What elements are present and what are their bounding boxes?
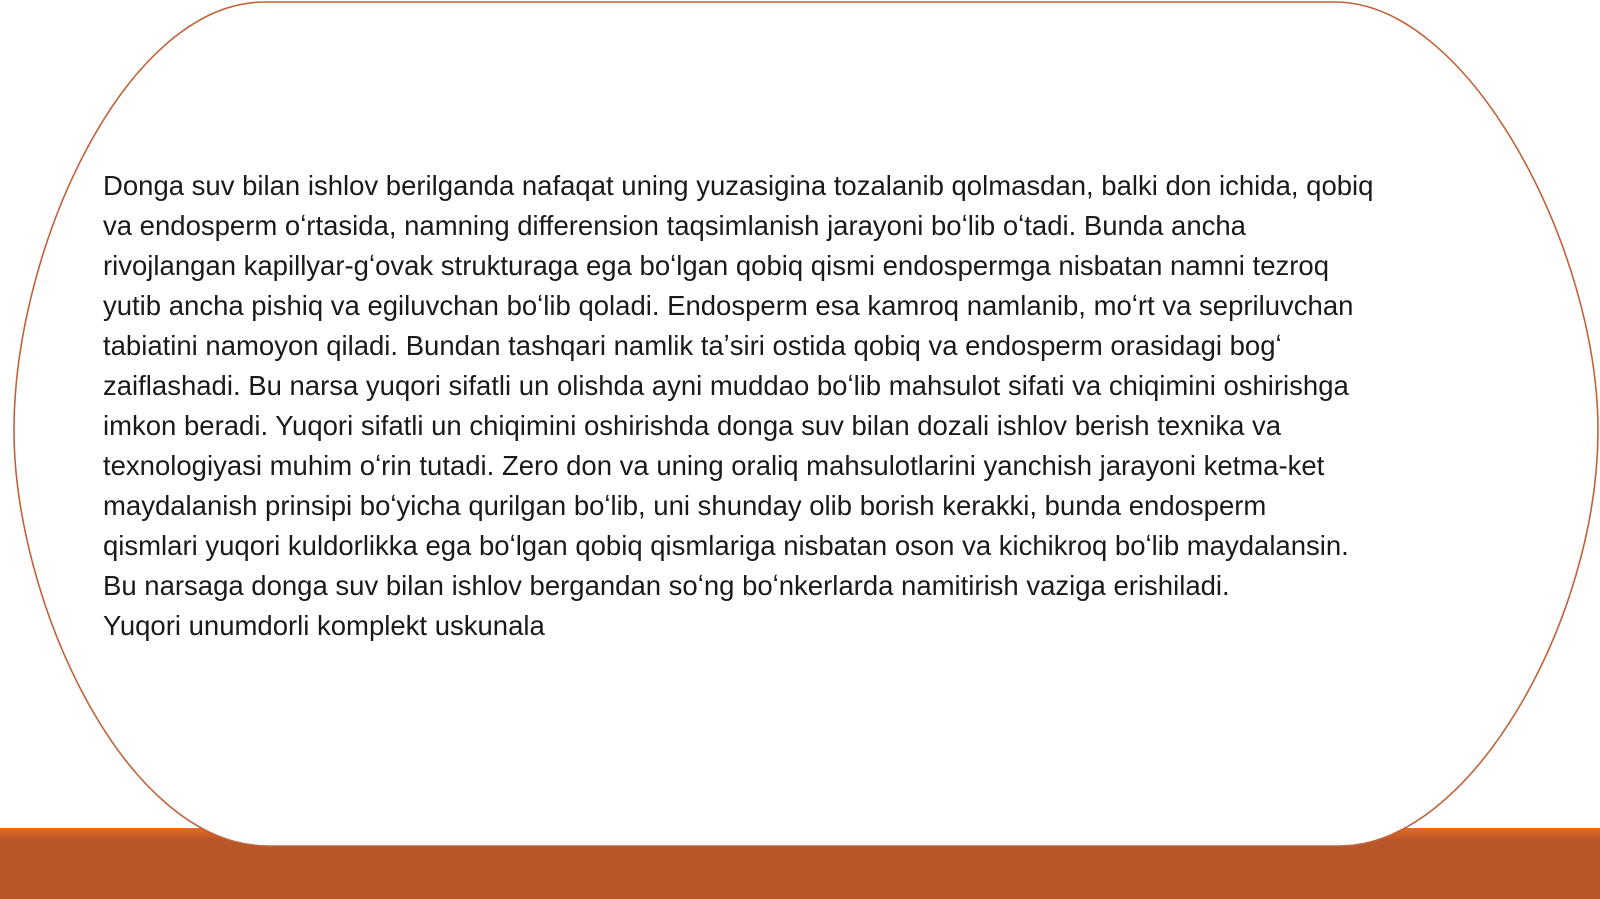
- text-line: texnologiyasi muhim oʻrin tutadi. Zero don va uning oraliq mahsulotlarini yanchish jarayoni ketma-ket: [103, 450, 1325, 481]
- text-line: maydalanish prinsipi boʻyicha qurilgan boʻlib, uni shunday olib borish kerakki, bunda endosperm: [103, 490, 1267, 521]
- text-line: rivojlangan kapillyar-gʻovak strukturaga ega boʻlgan qobiq qismi endospermga nisbatan namni tezroq: [103, 250, 1329, 281]
- text-line: va endosperm oʻrtasida, namning differension taqsimlanish jarayoni boʻlib oʻtadi. Bunda ancha: [103, 210, 1246, 241]
- text-line: zaiflashadi. Bu narsa yuqori sifatli un olishda ayni muddao boʻlib mahsulot sifati va chiqimini oshirishga: [103, 370, 1349, 401]
- text-line: Yuqori unumdorli komplekt uskunala: [103, 610, 545, 641]
- body-text: [103, 166, 1523, 646]
- text-line: yutib ancha pishiq va egiluvchan boʻlib qoladi. Endosperm esa kamroq namlanib, moʻrt va sepriluvchan: [103, 290, 1354, 321]
- text-line: imkon beradi. Yuqori sifatli un chiqimini oshirishda donga suv bilan dozali ishlov berish texnika va: [103, 410, 1282, 441]
- text-line: Donga suv bilan ishlov berilganda nafaqat uning yuzasigina tozalanib qolmasdan, balki don ichida, qobiq: [103, 170, 1374, 201]
- text-line: tabiatini namoyon qiladi. Bundan tashqari namlik taʼsiri ostida qobiq va endosperm orasidagi bogʻ: [103, 330, 1282, 361]
- text-line: qismlari yuqori kuldorlikka ega boʻlgan qobiq qismlariga nisbatan oson va kichikroq boʻlib maydalansin.: [103, 530, 1349, 561]
- text-line: Bu narsaga donga suv bilan ishlov bergandan soʻng boʻnkerlarda namitirish vaziga erishiladi.: [103, 570, 1230, 601]
